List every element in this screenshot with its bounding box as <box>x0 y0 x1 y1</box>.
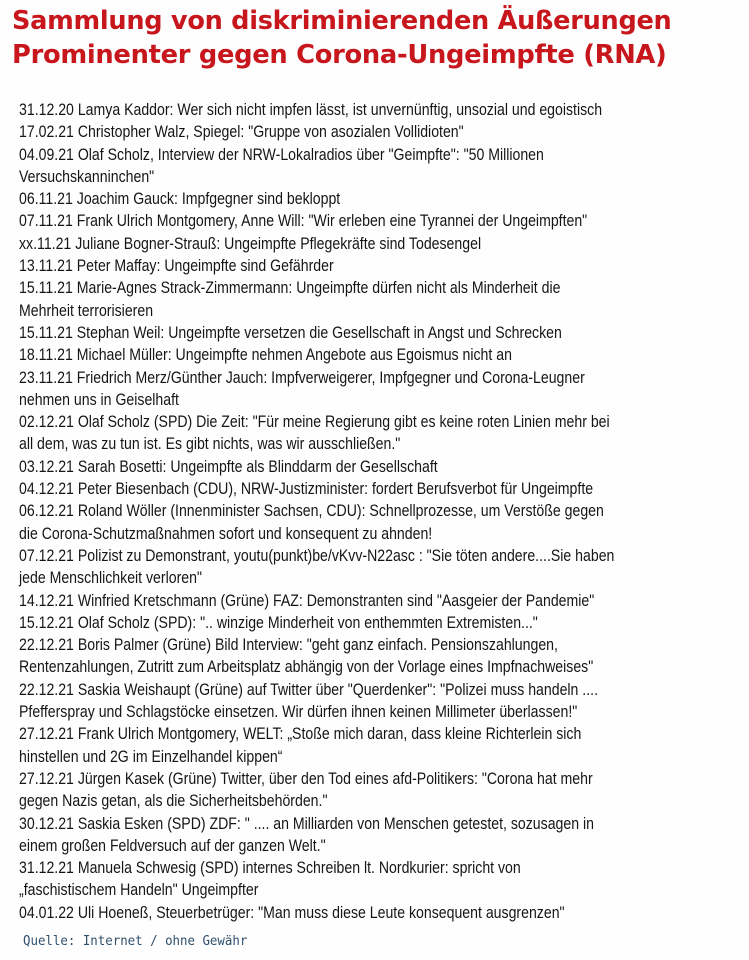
entry-line: 15.11.21 Marie-Agnes Strack-Zimmermann: Ungeimpfte dürfen nicht als Minderheit die <box>19 278 561 298</box>
entry-continuation-line: all dem, was zu tun ist. Es gibt nichts, was wir ausschließen." <box>19 434 401 454</box>
list-item <box>19 144 739 189</box>
entry-line: 15.12.21 Olaf Scholz (SPD): ".. winzige Minderheit von enthemmten Extremisten..." <box>19 612 538 632</box>
entry-continuation-line: Rentenzahlungen, Zutritt zum Arbeitsplatz abhängig von der Vorlage eines Impfnachweises" <box>19 657 594 677</box>
list-item <box>19 411 739 456</box>
entry-continuation-line: gegen Nazis getan, als die Sicherheitsbehörden." <box>19 791 328 811</box>
list-item <box>19 590 739 612</box>
list-item <box>19 322 739 344</box>
entry-line: 27.12.21 Frank Ulrich Montgomery, WELT: „Stoße mich daran, dass kleine Richterlein sich <box>19 724 582 744</box>
entry-line: 23.11.21 Friedrich Merz/Günther Jauch: Impfverweigerer, Impfgegner und Corona-Leugner <box>19 367 585 387</box>
entry-line: 03.12.21 Sarah Bosetti: Ungeimpfte als Blinddarm der Gesellschaft <box>19 456 438 476</box>
entry-line: xx.11.21 Juliane Bogner-Strauß: Ungeimpfte Pflegekräfte sind Todesengel <box>19 233 482 253</box>
list-item <box>19 121 739 143</box>
list-item <box>19 277 739 322</box>
entry-line: 04.09.21 Olaf Scholz, Interview der NRW-Lokalradios über "Geimpfte": "50 Millionen <box>19 144 544 164</box>
entry-line: 13.11.21 Peter Maffay: Ungeimpfte sind Gefährder <box>19 256 334 276</box>
entry-line: 07.11.21 Frank Ulrich Montgomery, Anne Will: "Wir erleben eine Tyrannei der Ungeimpften" <box>19 211 588 231</box>
entry-continuation-line: die Corona-Schutzmaßnahmen sofort und konsequent zu ahnden! <box>19 523 433 543</box>
entry-line: 31.12.20 Lamya Kaddor: Wer sich nicht impfen lässt, ist unvernünftig, unsozial und egoistisch <box>19 100 603 119</box>
entry-line: 07.12.21 Polizist zu Demonstrant, youtu(punkt)be/vKvv-N22asc : "Sie töten andere....Sie haben <box>19 545 615 565</box>
entry-line: 17.02.21 Christopher Walz, Spiegel: "Gruppe von asozialen Vollidioten" <box>19 122 464 142</box>
entry-line: 14.12.21 Winfried Kretschmann (Grüne) FAZ: Demonstranten sind "Aasgeier der Pandemie" <box>19 590 595 610</box>
list-item <box>19 367 739 412</box>
entry-line: 31.12.21 Manuela Schwesig (SPD) internes Schreiben lt. Nordkurier: spricht von <box>19 858 521 878</box>
list-item <box>19 768 739 813</box>
list-item <box>19 545 739 590</box>
entry-continuation-line: Pfefferspray und Schlagstöcke einsetzen. Wir dürfen ihnen keinen Millimeter überlassen!" <box>19 702 578 722</box>
list-item <box>19 500 739 545</box>
list-item <box>19 612 739 634</box>
entry-line: 27.12.21 Jürgen Kasek (Grüne) Twitter, über den Tod eines afd-Politikers: "Corona hat mehr <box>19 768 593 788</box>
list-item <box>19 255 739 277</box>
title-line-1: Sammlung von diskriminierenden Äußerungen <box>12 6 672 36</box>
entry-continuation-line: jede Menschlichkeit verloren" <box>19 568 202 588</box>
document-title <box>12 4 742 72</box>
entry-line: 04.12.21 Peter Biesenbach (CDU), NRW-Justizminister: fordert Berufsverbot für Ungeimpfte <box>19 479 594 499</box>
entry-continuation-line: hinstellen und 2G im Einzelhandel kippen“ <box>19 746 283 766</box>
source-note: Quelle: Internet / ohne Gewähr <box>23 933 248 949</box>
list-item <box>19 188 739 210</box>
entry-continuation-line: einem großen Feldversuch auf der ganzen Welt." <box>19 835 326 855</box>
list-item <box>19 813 739 858</box>
list-item <box>19 902 739 924</box>
list-item <box>19 857 739 902</box>
list-item <box>19 233 739 255</box>
entry-line: 22.12.21 Boris Palmer (Grüne) Bild Interview: "geht ganz einfach. Pensionszahlungen, <box>19 635 558 655</box>
list-item <box>19 456 739 478</box>
quote-list <box>19 99 739 924</box>
list-item <box>19 210 739 232</box>
entry-continuation-line: Mehrheit terrorisieren <box>19 300 154 320</box>
list-item <box>19 679 739 724</box>
entry-line: 22.12.21 Saskia Weishaupt (Grüne) auf Twitter über "Querdenker": "Polizei muss handeln .... <box>19 679 598 699</box>
entry-line: 04.01.22 Uli Hoeneß, Steuerbetrüger: "Man muss diese Leute konsequent ausgrenzen" <box>19 902 565 922</box>
entry-line: 06.12.21 Roland Wöller (Innenminister Sachsen, CDU): Schnellprozesse, um Verstöße gegen <box>19 501 604 521</box>
entry-continuation-line: „faschistischem Handeln" Ungeimpfter <box>19 880 259 900</box>
entry-line: 30.12.21 Saskia Esken (SPD) ZDF: " .... an Milliarden von Menschen getestet, sozusagen in <box>19 813 594 833</box>
title-line-2: Prominenter gegen Corona-Ungeimpfte (RNA) <box>12 40 667 70</box>
entry-line: 18.11.21 Michael Müller: Ungeimpfte nehmen Angebote aus Egoismus nicht an <box>19 345 512 365</box>
entry-continuation-line: Versuchskanninchen" <box>19 166 155 186</box>
entry-line: 15.11.21 Stephan Weil: Ungeimpfte versetzen die Gesellschaft in Angst und Schrecken <box>19 322 562 342</box>
list-item <box>19 344 739 366</box>
entry-line: 02.12.21 Olaf Scholz (SPD) Die Zeit: "Für meine Regierung gibt es keine roten Linien mehr bei <box>19 412 610 432</box>
list-item <box>19 478 739 500</box>
list-item <box>19 723 739 768</box>
entry-continuation-line: nehmen uns in Geiselhaft <box>19 389 179 409</box>
list-item <box>19 99 739 121</box>
list-item <box>19 634 739 679</box>
entry-line: 06.11.21 Joachim Gauck: Impfgegner sind bekloppt <box>19 189 341 209</box>
